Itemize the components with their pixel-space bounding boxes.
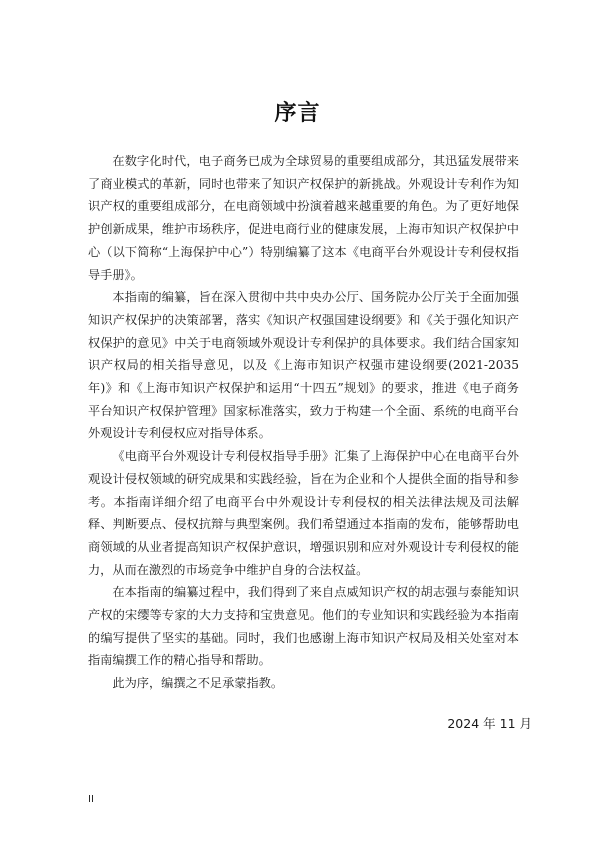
page-title: 序言 (274, 101, 321, 126)
paragraph-2: 本指南的编纂，旨在深入贯彻中共中央办公厅、国务院办公厅关于全面加强知识产权保护的决策部署，落实《知识产权强国建设纲要》和《关于强化知识产权保护的意见》中关于电商领域外观设计专利保护的具体要求。我们结合国家知识产权局的相关指导意见，以及《上海市知识产权强市建设纲要(2021-2035年)》和《上海市知识产权保护和运用“十四五”规划》的要求，推进《电子商务平台知识产权保护管理》国家标准落实，致力于构建一个全面、系统的电商平台外观设计专利侵权应对指导体系。 (88, 290, 519, 441)
paragraph-5: 此为序，编撰之不足承蒙指教。 (112, 676, 284, 691)
page-number: II (88, 794, 94, 805)
preface-date: 2024 年 11 月 (447, 716, 532, 731)
paragraph-3: 《电商平台外观设计专利侵权指导手册》汇集了上海保护中心在电商平台外观设计侵权领域的研究成果和实践经验，旨在为企业和个人提供全面的指导和参考。本指南详细介绍了电商平台中外观设计专利侵权的相关法律法规及司法解释、判断要点、侵权抗辩与典型案例。我们希望通过本指南的发布，能够帮助电商领域的从业者提高知识产权保护意识，增强识别和应对外观设计专利侵权的能力，从而在激烈的市场竞争中维护自身的合法权益。 (88, 449, 519, 577)
paragraph-4: 在本指南的编纂过程中，我们得到了来自点威知识产权的胡志强与泰能知识产权的宋缨等专家的大力支持和宝贵意见。他们的专业知识和实践经验为本指南的编写提供了坚实的基础。同时，我们也感谢上海市知识产权局及相关处室对本指南编撰工作的精心指导和帮助。 (88, 585, 519, 668)
preface-body (88, 150, 519, 695)
paragraph-1: 在数字化时代，电子商务已成为全球贸易的重要组成部分，其迅猛发展带来了商业模式的革新，同时也带来了知识产权保护的新挑战。外观设计专利作为知识产权的重要组成部分，在电商领域中扮演着越来越重要的角色。为了更好地保护创新成果，维护市场秩序，促进电商行业的健康发展，上海市知识产权保护中心（以下简称“上海保护中心”）特别编纂了这本《电商平台外观设计专利侵权指导手册》。 (88, 154, 519, 282)
